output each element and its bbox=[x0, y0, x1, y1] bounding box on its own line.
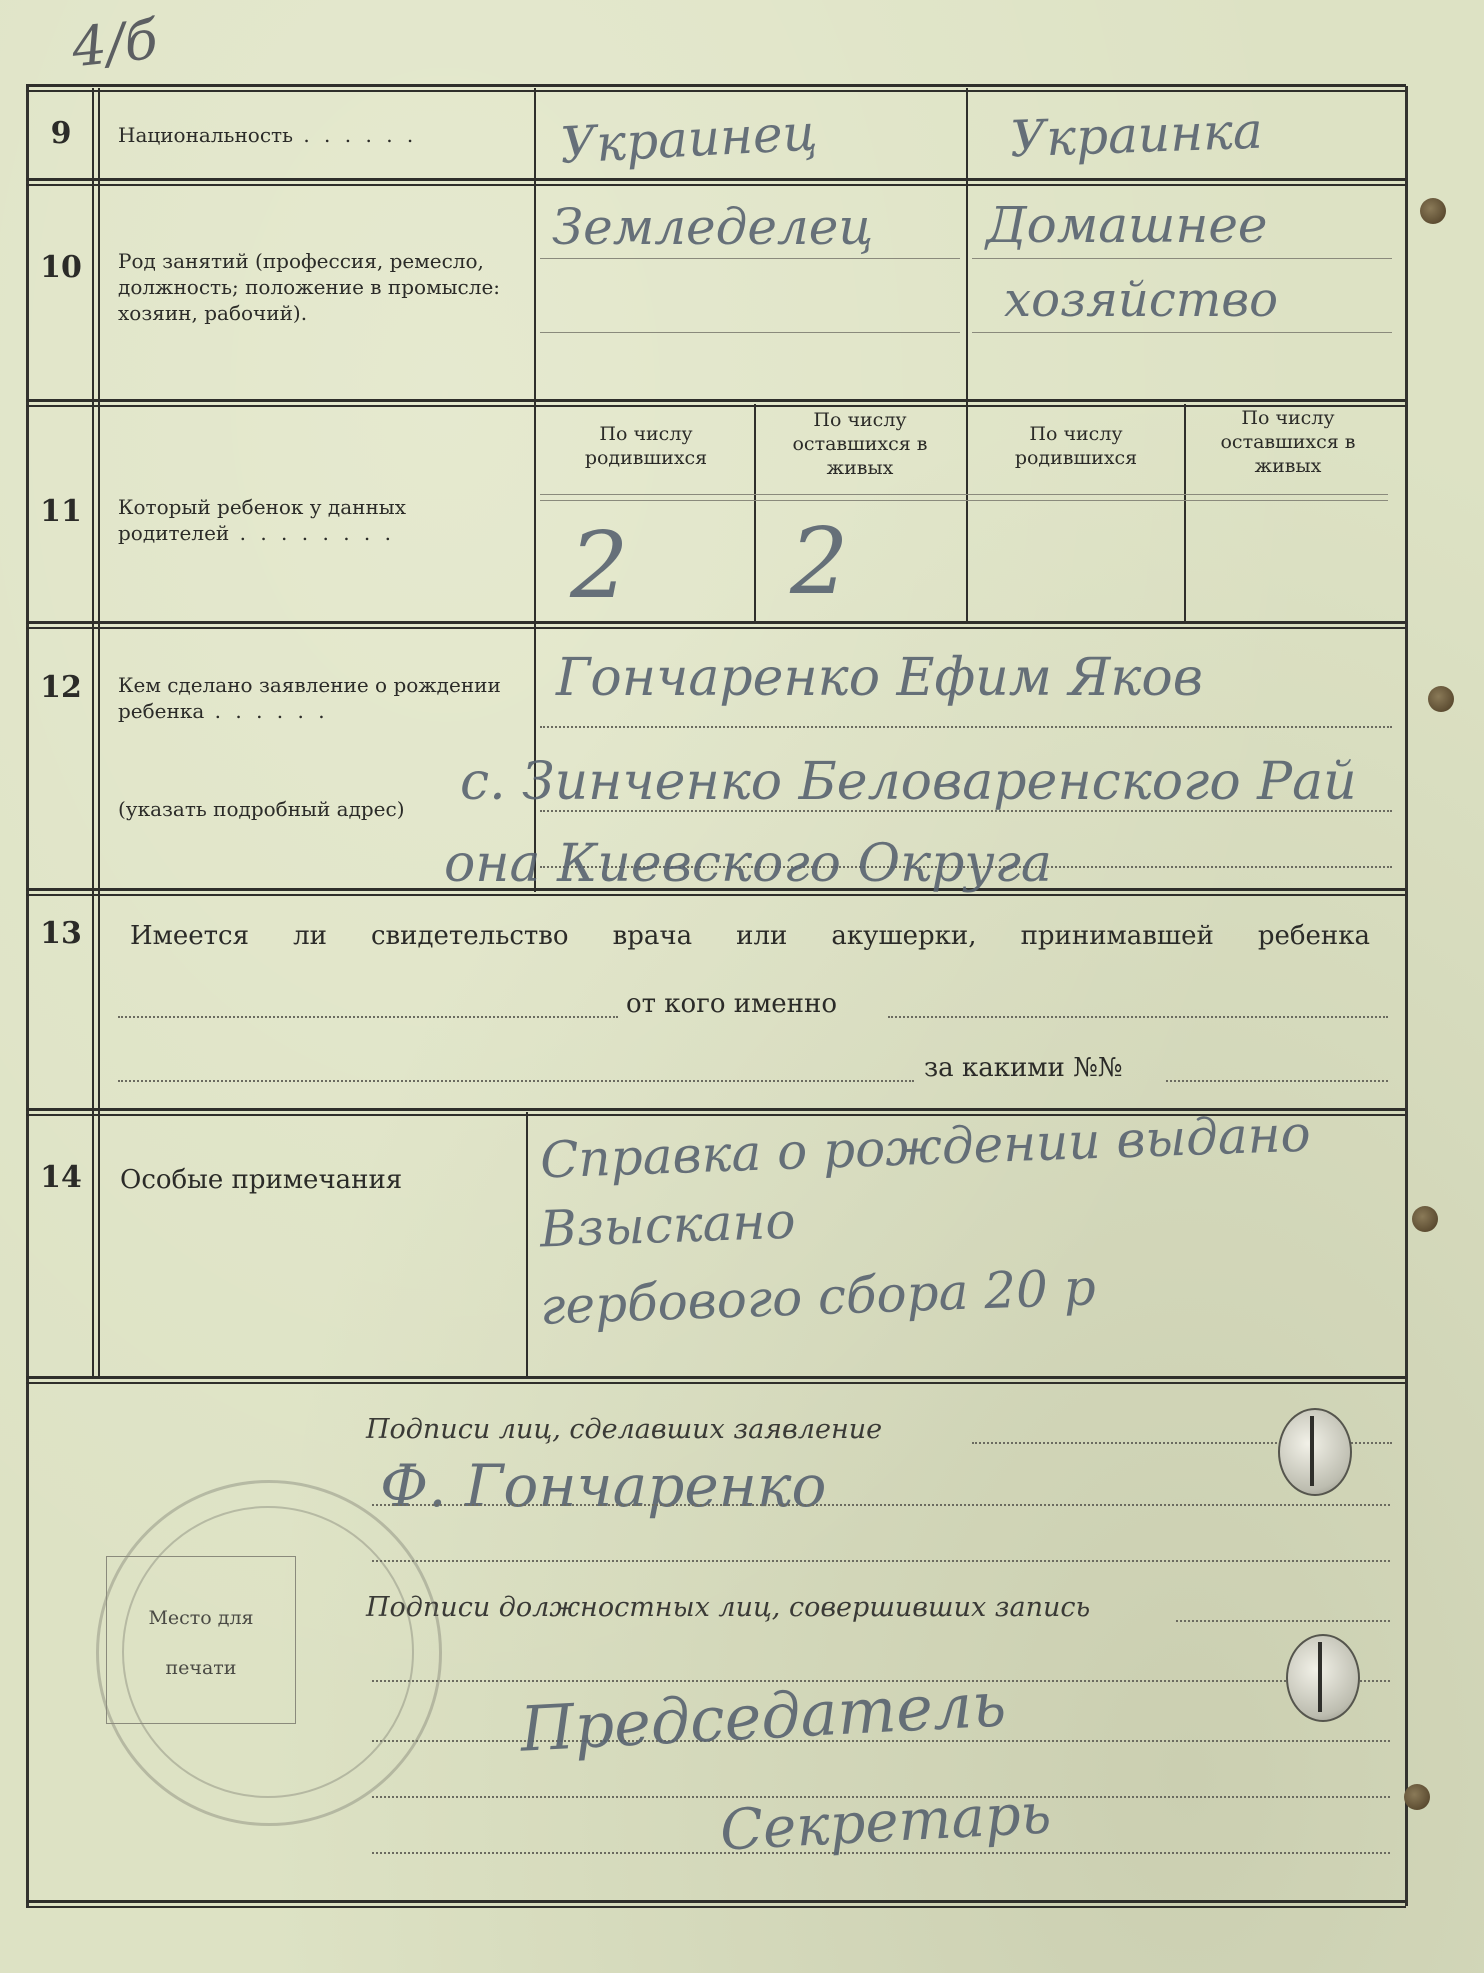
row-label: Национальность . . . . . . bbox=[118, 123, 418, 147]
row-label-numbers: за какими №№ bbox=[924, 1053, 1123, 1083]
row-label-from-whom: от кого именно bbox=[626, 989, 837, 1019]
row-label-address: (указать подробный адрес) bbox=[118, 797, 405, 821]
column-subheader: По числу оставшихся в живых bbox=[1220, 407, 1356, 477]
sub-col-line bbox=[754, 404, 756, 624]
handwritten-entry: Взыскано bbox=[539, 1191, 797, 1259]
binding-seal bbox=[1286, 1634, 1360, 1722]
stamp-box-label: печати bbox=[165, 1657, 237, 1679]
handwritten-entry: Земледелец bbox=[552, 198, 874, 256]
binding-hole bbox=[1412, 1206, 1438, 1232]
column-subheader: По числу оставшихся в живых bbox=[792, 409, 928, 479]
entry-line bbox=[1166, 1080, 1388, 1082]
row-label: Род занятий (профессия, ремесло, должность; положение в промысле: хозяин, рабочий). bbox=[118, 249, 501, 325]
handwritten-entry: Гончаренко Ефим Яков bbox=[556, 648, 1203, 708]
applicants-signature-label: Подписи лиц, сделавших заявление bbox=[366, 1414, 883, 1445]
column-subheader: По числу родившихся bbox=[584, 423, 708, 469]
bottom-border bbox=[26, 1900, 1406, 1908]
entry-line bbox=[118, 1080, 914, 1082]
handwritten-entry: Украинец bbox=[558, 103, 819, 175]
handwritten-entry: с. Зинченко Беловаренского Рай bbox=[460, 752, 1357, 812]
top-border bbox=[26, 84, 1406, 92]
entry-line bbox=[540, 726, 1392, 728]
row-label: Который ребенок у данных родителей . . . . . . . . bbox=[118, 495, 406, 545]
entry-line bbox=[888, 1016, 1388, 1018]
handwritten-entry: она Киевского Округа bbox=[444, 834, 1052, 894]
row-label: Имеется ли свидетельство врача или акушерки, принимавшей ребенка bbox=[130, 921, 1370, 951]
entry-line bbox=[972, 258, 1392, 259]
column-subheader: По числу родившихся bbox=[1014, 423, 1138, 469]
row-number: 13 bbox=[40, 916, 82, 951]
entry-line bbox=[118, 1016, 618, 1018]
binding-hole bbox=[1420, 198, 1446, 224]
handwritten-entry: Домашнее bbox=[986, 196, 1268, 254]
entry-line bbox=[540, 258, 960, 259]
official-signature: Секретарь bbox=[718, 1781, 1053, 1864]
row-number: 10 bbox=[40, 250, 82, 285]
binding-hole bbox=[1428, 686, 1454, 712]
mid-col-line bbox=[966, 88, 968, 624]
entry-line bbox=[540, 332, 960, 333]
handwritten-entry: 2 bbox=[790, 508, 849, 615]
handwritten-entry: Украинка bbox=[1009, 101, 1264, 169]
binding-seal bbox=[1278, 1408, 1352, 1496]
handwritten-entry: хозяйство bbox=[1004, 272, 1279, 328]
num-col-line bbox=[98, 88, 100, 1378]
binding-hole bbox=[1404, 1784, 1430, 1810]
sub-col-line bbox=[1184, 404, 1186, 624]
subheader-line bbox=[540, 500, 1388, 501]
official-signature: Председатель bbox=[518, 1667, 1008, 1766]
row-divider bbox=[26, 1376, 1406, 1384]
stamp-box-label: Место для bbox=[148, 1607, 254, 1629]
row-number: 14 bbox=[40, 1160, 82, 1195]
handwritten-entry: Справка о рождении выдано bbox=[539, 1104, 1312, 1190]
archive-note: 4/б bbox=[68, 7, 161, 80]
handwritten-entry: 2 bbox=[570, 512, 629, 619]
row-divider bbox=[26, 621, 1406, 629]
signature-line bbox=[372, 1504, 1390, 1506]
row-number: 11 bbox=[40, 494, 82, 529]
row-divider bbox=[26, 178, 1406, 186]
officials-signature-label: Подписи должностных лиц, совершивших запись bbox=[366, 1592, 1091, 1623]
applicant-signature: Ф. Гончаренко bbox=[380, 1452, 827, 1520]
label-col-line bbox=[526, 1112, 528, 1378]
signature-line bbox=[1176, 1620, 1390, 1622]
entry-line bbox=[972, 332, 1392, 333]
signature-line bbox=[372, 1560, 1390, 1562]
row-number: 9 bbox=[50, 116, 72, 151]
subheader-line bbox=[540, 494, 1388, 495]
row-label: Особые примечания bbox=[120, 1165, 403, 1195]
row-label: Кем сделано заявление о рождении ребенка . . . . . . bbox=[118, 673, 501, 723]
handwritten-entry: гербового сбора 20 р bbox=[539, 1258, 1097, 1336]
row-number: 12 bbox=[40, 670, 82, 705]
stamp-placeholder-box bbox=[106, 1556, 296, 1724]
